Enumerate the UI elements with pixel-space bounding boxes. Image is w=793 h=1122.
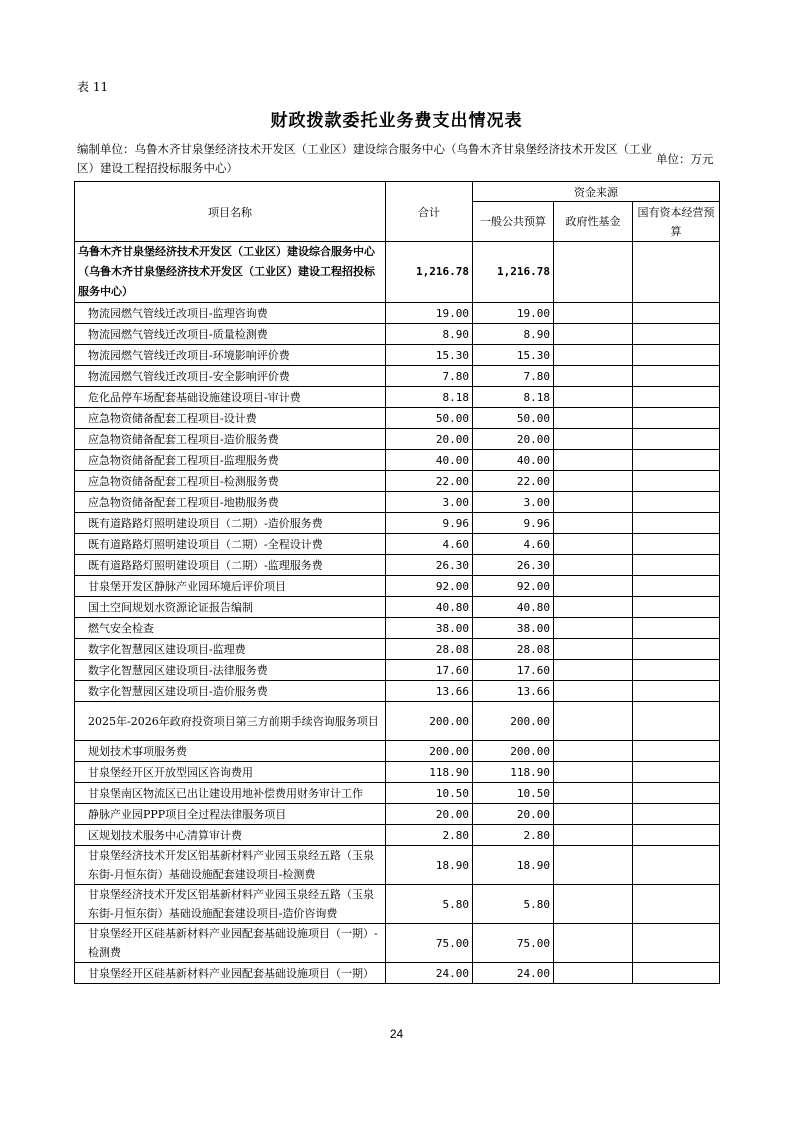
row-name: 应急物资储备配套工程项目-地勘服务费 <box>75 492 386 513</box>
row-state-capital <box>633 450 720 471</box>
row-general: 10.50 <box>473 783 554 804</box>
row-general: 38.00 <box>473 618 554 639</box>
row-state-capital <box>633 702 720 741</box>
table-row <box>75 741 720 762</box>
row-general: 9.96 <box>473 513 554 534</box>
header-state-capital: 国有资本经营预算 <box>633 202 720 242</box>
row-general: 75.00 <box>473 924 554 963</box>
row-state-capital <box>633 408 720 429</box>
row-state-capital <box>633 885 720 924</box>
row-name: 既有道路路灯照明建设项目（二期）-监理服务费 <box>75 555 386 576</box>
row-gov-fund <box>554 804 633 825</box>
row-name: 应急物资储备配套工程项目-检测服务费 <box>75 471 386 492</box>
row-name: 甘泉堡经开区硅基新材料产业园配套基础设施项目（一期） <box>75 963 386 984</box>
table-row <box>75 783 720 804</box>
table-row <box>75 513 720 534</box>
row-total: 10.50 <box>386 783 473 804</box>
row-gov-fund <box>554 324 633 345</box>
table-row <box>75 660 720 681</box>
row-general: 200.00 <box>473 702 554 741</box>
row-state-capital <box>633 366 720 387</box>
row-state-capital <box>633 513 720 534</box>
row-total: 50.00 <box>386 408 473 429</box>
row-name: 危化品停车场配套基础设施建设项目-审计费 <box>75 387 386 408</box>
row-gov-fund <box>554 825 633 846</box>
org-total: 1,216.78 <box>386 242 473 303</box>
row-gov-fund <box>554 555 633 576</box>
row-general: 200.00 <box>473 741 554 762</box>
row-total: 17.60 <box>386 660 473 681</box>
row-gov-fund <box>554 387 633 408</box>
row-state-capital <box>633 924 720 963</box>
table-row <box>75 597 720 618</box>
row-name: 甘泉堡经开区开放型园区咨询费用 <box>75 762 386 783</box>
page-number: 24 <box>389 1027 404 1041</box>
table-label: 表 11 <box>77 80 109 94</box>
row-state-capital <box>633 303 720 324</box>
row-name: 甘泉堡经济技术开发区铝基新材料产业园玉泉经五路（玉泉东街-月恒东街）基础设施配套建设项目-造价咨询费 <box>75 885 386 924</box>
row-total: 92.00 <box>386 576 473 597</box>
row-name: 规划技术事项服务费 <box>75 741 386 762</box>
row-name: 区规划技术服务中心清算审计费 <box>75 825 386 846</box>
row-total: 15.30 <box>386 345 473 366</box>
row-total: 28.08 <box>386 639 473 660</box>
table-row <box>75 804 720 825</box>
row-name: 数字化智慧园区建设项目-法律服务费 <box>75 660 386 681</box>
row-state-capital <box>633 846 720 885</box>
row-name: 物流园燃气管线迁改项目-质量检测费 <box>75 324 386 345</box>
row-gov-fund <box>554 492 633 513</box>
row-general: 17.60 <box>473 660 554 681</box>
table-row <box>75 702 720 741</box>
table-row <box>75 450 720 471</box>
table-row <box>75 492 720 513</box>
header-fund-source: 资金来源 <box>473 182 720 202</box>
row-total: 8.90 <box>386 324 473 345</box>
row-name: 应急物资储备配套工程项目-监理服务费 <box>75 450 386 471</box>
row-state-capital <box>633 825 720 846</box>
table-row <box>75 825 720 846</box>
org-general: 1,216.78 <box>473 242 554 303</box>
table-row <box>75 324 720 345</box>
row-general: 15.30 <box>473 345 554 366</box>
table-row <box>75 387 720 408</box>
row-name: 物流园燃气管线迁改项目-监理咨询费 <box>75 303 386 324</box>
compiling-unit: 编制单位：乌鲁木齐甘泉堡经济技术开发区（工业区）建设综合服务中心（乌鲁木齐甘泉堡经济技术开发区（工业区）建设工程招投标服务中心） <box>77 142 652 175</box>
table-row <box>75 576 720 597</box>
row-total: 75.00 <box>386 924 473 963</box>
row-state-capital <box>633 471 720 492</box>
row-state-capital <box>633 534 720 555</box>
row-general: 28.08 <box>473 639 554 660</box>
row-state-capital <box>633 762 720 783</box>
row-gov-fund <box>554 963 633 984</box>
row-gov-fund <box>554 366 633 387</box>
table-row <box>75 846 720 885</box>
row-general: 19.00 <box>473 303 554 324</box>
row-gov-fund <box>554 429 633 450</box>
row-gov-fund <box>554 639 633 660</box>
row-state-capital <box>633 555 720 576</box>
row-state-capital <box>633 804 720 825</box>
row-total: 118.90 <box>386 762 473 783</box>
row-state-capital <box>633 783 720 804</box>
row-total: 8.18 <box>386 387 473 408</box>
table-row <box>75 534 720 555</box>
row-state-capital <box>633 387 720 408</box>
row-total: 26.30 <box>386 555 473 576</box>
row-gov-fund <box>554 450 633 471</box>
row-general: 22.00 <box>473 471 554 492</box>
row-general: 40.00 <box>473 450 554 471</box>
row-state-capital <box>633 741 720 762</box>
row-total: 38.00 <box>386 618 473 639</box>
row-gov-fund <box>554 702 633 741</box>
row-state-capital <box>633 492 720 513</box>
row-name: 甘泉堡经济技术开发区铝基新材料产业园玉泉经五路（玉泉东街-月恒东街）基础设施配套建设项目-检测费 <box>75 846 386 885</box>
row-name: 甘泉堡南区物流区已出让建设用地补偿费用财务审计工作 <box>75 783 386 804</box>
row-name: 应急物资储备配套工程项目-设计费 <box>75 408 386 429</box>
row-state-capital <box>633 324 720 345</box>
row-general: 8.18 <box>473 387 554 408</box>
row-name: 静脉产业园PPP项目全过程法律服务项目 <box>75 804 386 825</box>
row-name: 物流园燃气管线迁改项目-安全影响评价费 <box>75 366 386 387</box>
table-row <box>75 345 720 366</box>
table-row <box>75 639 720 660</box>
table-row <box>75 681 720 702</box>
table-row <box>75 471 720 492</box>
row-name: 2025年-2026年政府投资项目第三方前期手续咨询服务项目 <box>75 702 386 741</box>
row-gov-fund <box>554 534 633 555</box>
table-row <box>75 963 720 984</box>
row-general: 13.66 <box>473 681 554 702</box>
row-name: 燃气安全检查 <box>75 618 386 639</box>
table-row <box>75 366 720 387</box>
header-gov-fund: 政府性基金 <box>554 202 633 242</box>
row-total: 40.00 <box>386 450 473 471</box>
table-row <box>75 555 720 576</box>
row-gov-fund <box>554 846 633 885</box>
row-total: 13.66 <box>386 681 473 702</box>
org-gov-fund <box>554 242 633 303</box>
row-gov-fund <box>554 597 633 618</box>
row-state-capital <box>633 576 720 597</box>
row-general: 50.00 <box>473 408 554 429</box>
row-state-capital <box>633 345 720 366</box>
row-total: 4.60 <box>386 534 473 555</box>
row-gov-fund <box>554 618 633 639</box>
row-state-capital <box>633 639 720 660</box>
row-gov-fund <box>554 783 633 804</box>
row-general: 3.00 <box>473 492 554 513</box>
row-general: 40.80 <box>473 597 554 618</box>
row-gov-fund <box>554 924 633 963</box>
header-project-name: 项目名称 <box>75 182 386 242</box>
row-general: 8.90 <box>473 324 554 345</box>
row-gov-fund <box>554 681 633 702</box>
row-general: 92.00 <box>473 576 554 597</box>
row-name: 数字化智慧园区建设项目-造价服务费 <box>75 681 386 702</box>
row-gov-fund <box>554 576 633 597</box>
row-general: 18.90 <box>473 846 554 885</box>
row-gov-fund <box>554 513 633 534</box>
row-total: 18.90 <box>386 846 473 885</box>
row-name: 数字化智慧园区建设项目-监理费 <box>75 639 386 660</box>
table-row <box>75 429 720 450</box>
org-name: 乌鲁木齐甘泉堡经济技术开发区（工业区）建设综合服务中心（乌鲁木齐甘泉堡经济技术开发区（工业区）建设工程招投标服务中心） <box>75 242 386 303</box>
row-general: 20.00 <box>473 429 554 450</box>
row-gov-fund <box>554 762 633 783</box>
table-row <box>75 924 720 963</box>
row-gov-fund <box>554 345 633 366</box>
org-state-capital <box>633 242 720 303</box>
row-state-capital <box>633 681 720 702</box>
row-general: 7.80 <box>473 366 554 387</box>
row-total: 19.00 <box>386 303 473 324</box>
row-general: 118.90 <box>473 762 554 783</box>
page-title: 财政拨款委托业务费支出情况表 <box>270 111 523 131</box>
table-row <box>75 885 720 924</box>
row-gov-fund <box>554 885 633 924</box>
table-row <box>75 762 720 783</box>
row-name: 甘泉堡经开区硅基新材料产业园配套基础设施项目（一期）-检测费 <box>75 924 386 963</box>
expenditure-table <box>74 181 720 984</box>
row-state-capital <box>633 618 720 639</box>
row-general: 2.80 <box>473 825 554 846</box>
row-total: 2.80 <box>386 825 473 846</box>
row-gov-fund <box>554 303 633 324</box>
row-general: 5.80 <box>473 885 554 924</box>
row-total: 40.80 <box>386 597 473 618</box>
org-total-row <box>75 242 720 303</box>
row-total: 20.00 <box>386 804 473 825</box>
row-state-capital <box>633 429 720 450</box>
row-state-capital <box>633 597 720 618</box>
table-row <box>75 408 720 429</box>
header-general-budget: 一般公共预算 <box>473 202 554 242</box>
row-name: 物流园燃气管线迁改项目-环境影响评价费 <box>75 345 386 366</box>
row-name: 应急物资储备配套工程项目-造价服务费 <box>75 429 386 450</box>
row-total: 9.96 <box>386 513 473 534</box>
row-general: 24.00 <box>473 963 554 984</box>
row-gov-fund <box>554 741 633 762</box>
row-total: 5.80 <box>386 885 473 924</box>
row-state-capital <box>633 963 720 984</box>
row-total: 7.80 <box>386 366 473 387</box>
header-total: 合计 <box>386 182 473 242</box>
row-gov-fund <box>554 471 633 492</box>
table-row <box>75 303 720 324</box>
row-name: 甘泉堡开发区静脉产业园环境后评价项目 <box>75 576 386 597</box>
row-general: 26.30 <box>473 555 554 576</box>
currency-unit: 单位：万元 <box>656 152 714 166</box>
table-row <box>75 618 720 639</box>
row-total: 20.00 <box>386 429 473 450</box>
row-gov-fund <box>554 660 633 681</box>
row-state-capital <box>633 660 720 681</box>
row-general: 20.00 <box>473 804 554 825</box>
row-name: 国土空间规划水资源论证报告编制 <box>75 597 386 618</box>
row-total: 22.00 <box>386 471 473 492</box>
row-total: 200.00 <box>386 702 473 741</box>
row-gov-fund <box>554 408 633 429</box>
row-total: 24.00 <box>386 963 473 984</box>
row-general: 4.60 <box>473 534 554 555</box>
row-name: 既有道路路灯照明建设项目（二期）-全程设计费 <box>75 534 386 555</box>
row-total: 200.00 <box>386 741 473 762</box>
row-name: 既有道路路灯照明建设项目（二期）-造价服务费 <box>75 513 386 534</box>
row-total: 3.00 <box>386 492 473 513</box>
